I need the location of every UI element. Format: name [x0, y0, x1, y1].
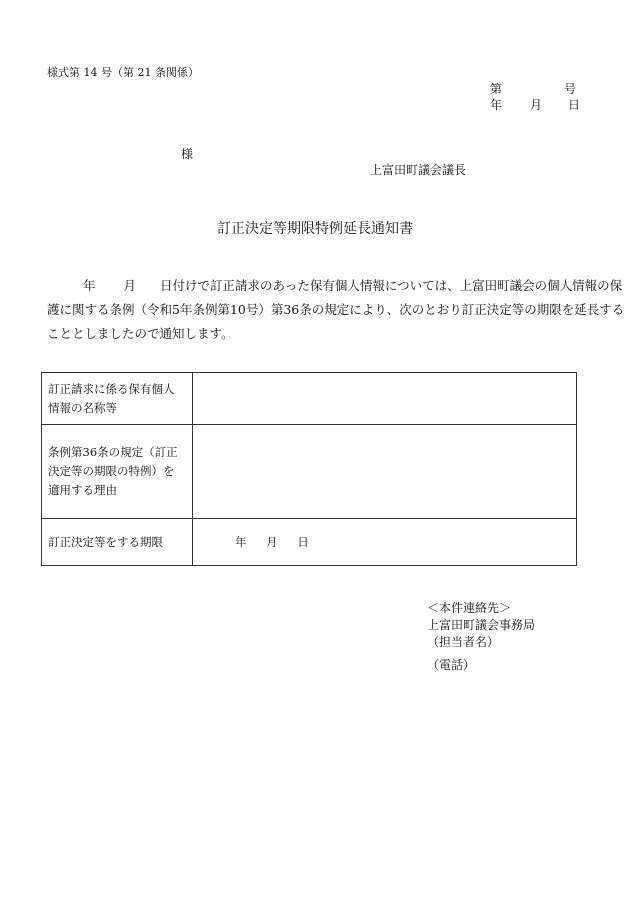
row-value-record-name	[193, 373, 577, 425]
row-label-reason: 条例第36条の規定（訂正 決定等の期限の特例）を 適用する理由	[42, 425, 193, 519]
deadline-day: 日	[297, 535, 309, 549]
contact-phone: （電話）	[427, 658, 476, 672]
notice-body	[47, 274, 625, 346]
contact-person: （担当者名）	[427, 635, 500, 649]
contact-office: 上富田町議会事務局	[427, 618, 536, 632]
body-line-3: こととしましたので通知します。	[47, 326, 234, 341]
document-title: 訂正決定等期限特例延長通知書	[217, 221, 413, 237]
date-year: 年	[490, 98, 503, 112]
table-row	[42, 373, 577, 425]
deadline-month: 月	[266, 535, 278, 549]
body-year: 年	[83, 278, 96, 293]
table-row	[42, 425, 577, 519]
row-value-reason	[193, 425, 577, 519]
row-label-record-name: 訂正請求に係る保有個人 情報の名称等	[42, 373, 193, 425]
deadline-year: 年	[235, 535, 247, 549]
date-day: 日	[568, 98, 581, 112]
doc-number-prefix: 第	[490, 82, 503, 96]
table-row	[42, 519, 577, 566]
contact-heading: ＜本件連絡先＞	[427, 601, 512, 615]
row-label-deadline: 訂正決定等をする期限	[42, 519, 193, 566]
sender-name: 上富田町議会議長	[370, 163, 467, 177]
details-table	[41, 372, 577, 566]
body-line-2: 護に関する条例（令和5年条例第10号）第36条の規定により、次のとおり訂正決定等の期限を延長する	[47, 302, 625, 317]
recipient-honorific: 様	[181, 147, 194, 161]
body-line-1-text: 日付けで訂正請求のあった保有個人情報については、上富田町議会の個人情報の保	[160, 278, 623, 293]
form-number: 様式第 14 号（第 21 条関係）	[47, 66, 199, 79]
body-line-1	[47, 274, 623, 298]
body-month: 月	[123, 278, 137, 293]
date-month: 月	[530, 98, 543, 112]
row-value-deadline	[193, 519, 577, 566]
doc-number-suffix: 号	[564, 82, 577, 96]
